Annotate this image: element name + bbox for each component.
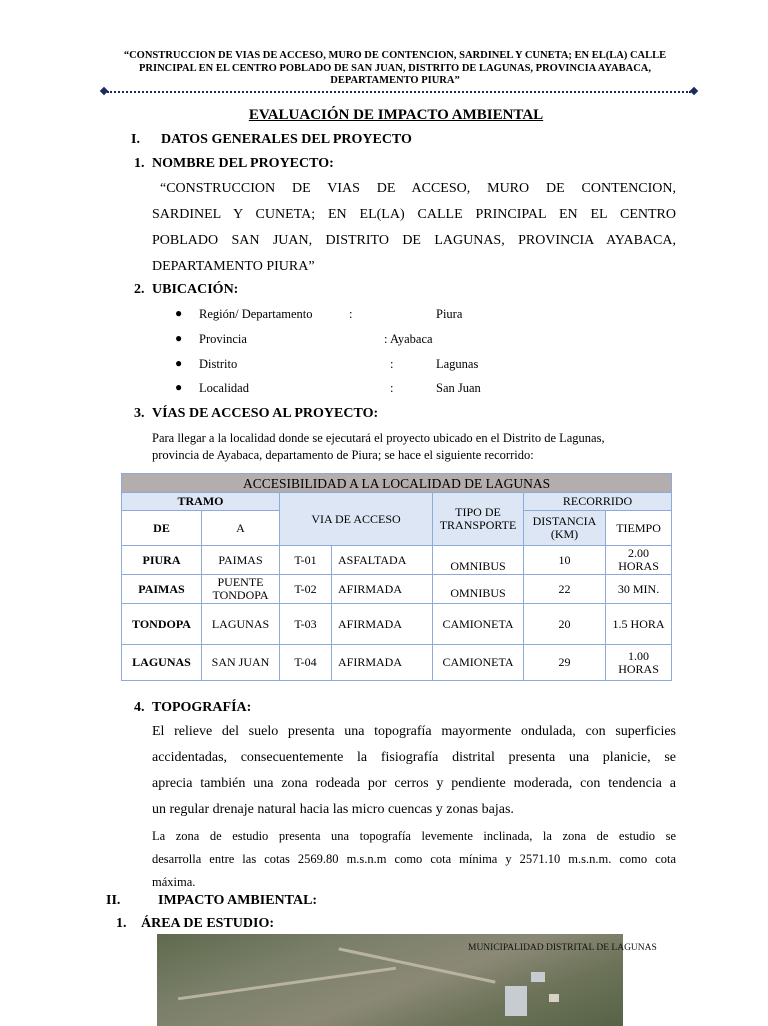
paragraph-line: desarrolla entre las cotas 2569.80 m.s.n.m como cota mínima y 2571.10 m.s.n.m. como cota bbox=[152, 852, 676, 866]
location-item bbox=[175, 307, 575, 321]
header-tramo: TRAMO bbox=[122, 493, 280, 511]
access-table bbox=[121, 473, 672, 681]
subsection-1-title: NOMBRE DEL PROYECTO: bbox=[152, 156, 334, 171]
section-2-number: II. bbox=[106, 893, 121, 908]
cell-code: T-04 bbox=[280, 645, 332, 681]
cell-code: T-01 bbox=[280, 546, 332, 575]
location-item bbox=[175, 381, 575, 395]
dotted-line bbox=[107, 91, 691, 93]
cell-de: TONDOPA bbox=[122, 604, 202, 645]
table-row bbox=[122, 645, 672, 681]
subsection-4-number: 4. bbox=[134, 700, 145, 715]
road-shape bbox=[178, 967, 396, 1001]
location-separator: : bbox=[384, 332, 388, 346]
location-separator: : bbox=[349, 307, 353, 321]
topography-paragraph-2 bbox=[152, 825, 676, 894]
cell-de: PAIMAS bbox=[122, 575, 202, 604]
subsection-2-number: 2. bbox=[134, 282, 145, 297]
table-row bbox=[122, 604, 672, 645]
section-1-title: DATOS GENERALES DEL PROYECTO bbox=[161, 132, 412, 147]
section-2-title: IMPACTO AMBIENTAL: bbox=[158, 893, 318, 908]
location-value: Lagunas bbox=[436, 357, 479, 371]
header-divider bbox=[101, 88, 697, 96]
location-label: Localidad bbox=[199, 381, 249, 395]
bullet-icon: ● bbox=[175, 331, 183, 345]
location-item bbox=[175, 332, 575, 346]
building-shape bbox=[505, 986, 527, 1016]
cell-via: AFIRMADA bbox=[332, 645, 433, 681]
header-tipo-transporte: TIPO DE TRANSPORTE bbox=[433, 493, 524, 546]
header-a: A bbox=[202, 511, 280, 546]
cell-de: LAGUNAS bbox=[122, 645, 202, 681]
table-row bbox=[122, 575, 672, 604]
location-separator: : bbox=[390, 357, 394, 371]
cell-distancia: 22 bbox=[524, 575, 606, 604]
header-via-acceso: VIA DE ACCESO bbox=[280, 493, 433, 546]
subsection-2-1-number: 1. bbox=[116, 916, 127, 931]
section-1-number: I. bbox=[131, 132, 140, 147]
header-tiempo: TIEMPO bbox=[606, 511, 672, 546]
table-row bbox=[122, 546, 672, 575]
cell-a: PAIMAS bbox=[202, 546, 280, 575]
subsection-3-number: 3. bbox=[134, 406, 145, 421]
location-label: Provincia bbox=[199, 332, 247, 346]
topography-paragraph-1 bbox=[152, 719, 676, 823]
access-intro-line: Para llegar a la localidad donde se ejecutará el proyecto ubicado en el Distrito de Lagunas, bbox=[152, 431, 605, 445]
subsection-1-number: 1. bbox=[134, 156, 145, 171]
running-header: “CONSTRUCCION DE VIAS DE ACCESO, MURO DE CONTENCION, SARDINEL Y CUNETA; EN EL(LA) CALLE PRINCIPAL EN EL CENTRO POBLADO DE SAN JUAN, DISTRITO DE LAGUNAS, PROVINCIA AYABACA, DEPARTAMENTO PIURA” bbox=[123, 50, 667, 86]
location-value: Piura bbox=[436, 307, 463, 321]
cell-tipo: OMNIBUS bbox=[433, 575, 524, 604]
cell-via: AFIRMADA bbox=[332, 575, 433, 604]
project-name-line: “CONSTRUCCION DE VIAS DE ACCESO, MURO DE CONTENCION, bbox=[160, 181, 676, 196]
location-separator: : bbox=[390, 381, 394, 395]
cell-via: ASFALTADA bbox=[332, 546, 433, 575]
document-title: EVALUACIÓN DE IMPACTO AMBIENTAL bbox=[248, 107, 544, 123]
table-caption: ACCESIBILIDAD A LA LOCALIDAD DE LAGUNAS bbox=[122, 474, 672, 493]
cell-distancia: 10 bbox=[524, 546, 606, 575]
cell-a: LAGUNAS bbox=[202, 604, 280, 645]
location-label: Región/ Departamento bbox=[199, 307, 313, 321]
project-name-line: SARDINEL Y CUNETA; EN EL(LA) CALLE PRINCIPAL EN EL CENTRO bbox=[152, 207, 676, 222]
header-recorrido: RECORRIDO bbox=[524, 493, 672, 511]
access-intro bbox=[152, 430, 676, 464]
cell-tipo: CAMIONETA bbox=[433, 645, 524, 681]
location-label: Distrito bbox=[199, 357, 238, 371]
access-intro-line: provincia de Ayabaca, departamento de Piura; se hace el siguiente recorrido: bbox=[152, 448, 534, 462]
cell-de: PIURA bbox=[122, 546, 202, 575]
paragraph-line: un regular drenaje natural hacia las micro cuencas y zonas bajas. bbox=[152, 802, 514, 817]
paragraph-line: aprecia también una zona rodeada por cerros y pendiente moderada, con tendencia a bbox=[152, 776, 676, 791]
cell-tiempo: 1.00 HORAS bbox=[606, 645, 672, 681]
header-de: DE bbox=[122, 511, 202, 546]
cell-distancia: 29 bbox=[524, 645, 606, 681]
cell-tiempo: 30 MIN. bbox=[606, 575, 672, 604]
location-value: Ayabaca bbox=[390, 332, 433, 346]
diamond-right-icon bbox=[690, 87, 698, 95]
bullet-icon: ● bbox=[175, 356, 183, 370]
paragraph-line: El relieve del suelo presenta una topografía mayormente ondulada, con superficies bbox=[152, 724, 676, 739]
subsection-2-1-title: ÁREA DE ESTUDIO: bbox=[141, 916, 275, 931]
building-shape bbox=[549, 994, 559, 1002]
paragraph-line: accidentadas, consecuentemente la fisiografía distrital presenta una planicie, se bbox=[152, 750, 676, 765]
cell-a: SAN JUAN bbox=[202, 645, 280, 681]
cell-code: T-03 bbox=[280, 604, 332, 645]
cell-tipo: OMNIBUS bbox=[433, 546, 524, 575]
building-shape bbox=[531, 972, 545, 982]
project-name bbox=[152, 176, 676, 280]
subsection-2-title: UBICACIÓN: bbox=[152, 282, 239, 297]
paragraph-line: máxima. bbox=[152, 875, 196, 889]
bullet-icon: ● bbox=[175, 306, 183, 320]
location-value: San Juan bbox=[436, 381, 481, 395]
location-item bbox=[175, 357, 575, 371]
header-distancia: DISTANCIA (KM) bbox=[524, 511, 606, 546]
subsection-4-title: TOPOGRAFÍA: bbox=[152, 700, 252, 715]
project-name-line: POBLADO SAN JUAN, DISTRITO DE LAGUNAS, PROVINCIA AYABACA, bbox=[152, 233, 676, 248]
bullet-icon: ● bbox=[175, 380, 183, 394]
map-label: MUNICIPALIDAD DISTRITAL DE LAGUNAS bbox=[468, 943, 657, 953]
cell-tiempo: 2.00 HORAS bbox=[606, 546, 672, 575]
cell-code: T-02 bbox=[280, 575, 332, 604]
cell-via: AFIRMADA bbox=[332, 604, 433, 645]
paragraph-line: La zona de estudio presenta una topografía levemente inclinada, la zona de estudio se bbox=[152, 829, 676, 843]
cell-tiempo: 1.5 HORA bbox=[606, 604, 672, 645]
cell-tipo: CAMIONETA bbox=[433, 604, 524, 645]
project-name-line: DEPARTAMENTO PIURA” bbox=[152, 259, 315, 274]
cell-distancia: 20 bbox=[524, 604, 606, 645]
subsection-3-title: VÍAS DE ACCESO AL PROYECTO: bbox=[152, 406, 379, 421]
cell-a: PUENTE TONDOPA bbox=[202, 575, 280, 604]
